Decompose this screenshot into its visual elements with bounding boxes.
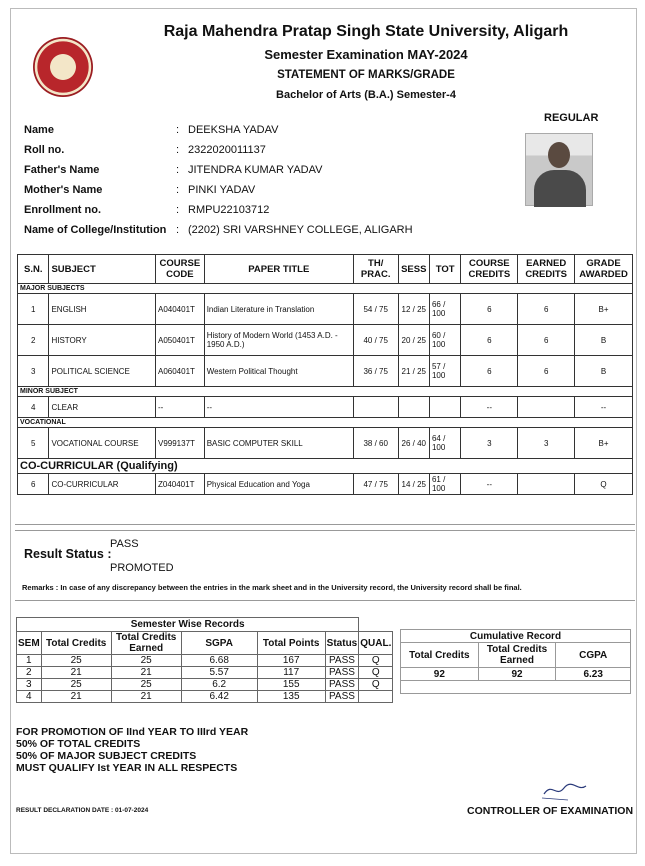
cell-tot — [429, 397, 460, 418]
cell-ec — [518, 397, 575, 418]
table-row — [17, 655, 393, 667]
cell-code: A040401T — [156, 294, 205, 325]
section-cocurricular: CO-CURRICULAR (Qualifying) — [18, 459, 633, 474]
promotion-rules — [16, 726, 248, 774]
cell-cc: -- — [461, 397, 518, 418]
father-value: JITENDRA KUMAR YADAV — [188, 164, 323, 176]
cell: 155 — [257, 679, 325, 691]
cell: 92 — [401, 668, 479, 681]
cell-sess: 12 / 25 — [398, 294, 429, 325]
cell-subject: ENGLISH — [49, 294, 156, 325]
promotion-line: FOR PROMOTION OF IInd YEAR TO IIIrd YEAR — [16, 726, 249, 738]
cell: 6.2 — [181, 679, 257, 691]
cell-sn: 5 — [18, 428, 49, 459]
result-promoted: PROMOTED — [110, 562, 174, 574]
cell-sess: 20 / 25 — [398, 325, 429, 356]
col-header: TOT — [429, 255, 460, 284]
cell-title: History of Modern World (1453 A.D. - 1950 A.D.) — [204, 325, 353, 356]
cell: 21 — [41, 667, 111, 679]
cell-sn: 1 — [18, 294, 49, 325]
colon: : — [176, 164, 180, 176]
table-row — [17, 679, 393, 691]
name-value: DEEKSHA YADAV — [188, 124, 279, 136]
cell: 2 — [17, 667, 42, 679]
table-row — [18, 428, 633, 459]
col-header: COURSE CREDITS — [461, 255, 518, 284]
cell-grade: -- — [575, 397, 633, 418]
cell-title: Western Political Thought — [204, 356, 353, 387]
cell: 4 — [17, 691, 42, 703]
promotion-line: 50% OF TOTAL CREDITS — [16, 738, 141, 750]
col-header: Total Credits Earned — [111, 632, 181, 655]
cell: 21 — [41, 691, 111, 703]
cell-ec: 6 — [518, 325, 575, 356]
cell-title: Indian Literature in Translation — [204, 294, 353, 325]
enrollment-value: RMPU22103712 — [188, 204, 270, 216]
exam-title: Semester Examination MAY-2024 — [264, 47, 468, 62]
col-header: QUAL. — [359, 632, 393, 655]
cell: 21 — [111, 667, 181, 679]
university-name: Raja Mahendra Pratap Singh State University, Aligarh — [163, 23, 569, 40]
roll-label: Roll no. — [24, 144, 65, 156]
cell-ec: 6 — [518, 294, 575, 325]
cell-grade: Q — [575, 474, 633, 495]
table-row — [18, 474, 633, 495]
section-minor: MINOR SUBJECT — [18, 387, 633, 397]
cell-grade: B — [575, 325, 633, 356]
cell-sess: 21 / 25 — [398, 356, 429, 387]
table-header-row — [18, 255, 633, 284]
cell-ec: 3 — [518, 428, 575, 459]
remarks: Remarks : In case of any discrepancy between the entries in the mark sheet and in the University record, the University record shall be final. — [22, 583, 522, 592]
cell: 25 — [41, 655, 111, 667]
cell: Q — [359, 667, 393, 679]
cell-subject: HISTORY — [49, 325, 156, 356]
cell-grade: B — [575, 356, 633, 387]
col-header: SUBJECT — [49, 255, 156, 284]
promotion-line: 50% OF MAJOR SUBJECT CREDITS — [16, 750, 197, 762]
student-photo — [525, 133, 593, 206]
col-header: Total Credits — [401, 643, 479, 668]
col-header: TH/ PRAC. — [353, 255, 398, 284]
col-header: SESS — [398, 255, 429, 284]
cell-tot: 64 / 100 — [429, 428, 460, 459]
result-status-label: Result Status : — [24, 547, 112, 561]
cell: Q — [359, 655, 393, 667]
colon: : — [176, 204, 180, 216]
college-value: (2202) SRI VARSHNEY COLLEGE, ALIGARH — [188, 224, 413, 236]
cell-ec — [518, 474, 575, 495]
cell-th: 40 / 75 — [353, 325, 398, 356]
mother-label: Mother's Name — [24, 184, 103, 196]
cell: 117 — [257, 667, 325, 679]
cell-th: 54 / 75 — [353, 294, 398, 325]
cell-sn: 6 — [18, 474, 49, 495]
marks-table — [17, 254, 633, 495]
cell-cc: 6 — [461, 325, 518, 356]
divider — [15, 530, 635, 531]
section-vocational: VOCATIONAL — [18, 418, 633, 428]
cell-sess: 14 / 25 — [398, 474, 429, 495]
cell-subject: POLITICAL SCIENCE — [49, 356, 156, 387]
cell: 21 — [111, 691, 181, 703]
cell-cc: 6 — [461, 356, 518, 387]
cell-subject: CLEAR — [49, 397, 156, 418]
cell-th — [353, 397, 398, 418]
controller-label: CONTROLLER OF EXAMINATION — [467, 805, 634, 817]
cell: PASS — [325, 691, 359, 703]
col-header: Total Credits Earned — [478, 643, 556, 668]
cell-code: -- — [156, 397, 205, 418]
cell-sess — [398, 397, 429, 418]
semester-records-table — [16, 617, 393, 703]
cell: 3 — [17, 679, 42, 691]
cell-cc: -- — [461, 474, 518, 495]
cell-grade: B+ — [575, 428, 633, 459]
cell-cc: 3 — [461, 428, 518, 459]
university-logo — [33, 37, 93, 97]
cell-code: A060401T — [156, 356, 205, 387]
colon: : — [176, 224, 180, 236]
col-header: PAPER TITLE — [204, 255, 353, 284]
college-label: Name of College/Institution — [24, 224, 167, 236]
cell-subject: CO-CURRICULAR — [49, 474, 156, 495]
cell: 25 — [111, 655, 181, 667]
col-header: COURSE CODE — [156, 255, 205, 284]
cell-title: BASIC COMPUTER SKILL — [204, 428, 353, 459]
cell: 6.68 — [181, 655, 257, 667]
enrollment-label: Enrollment no. — [24, 204, 101, 216]
cell: 92 — [478, 668, 556, 681]
promotion-line: MUST QUALIFY Ist YEAR IN ALL RESPECTS — [16, 762, 238, 774]
cell: 25 — [41, 679, 111, 691]
col-header: Total Points — [257, 632, 325, 655]
col-header: SEM — [17, 632, 42, 655]
colon: : — [176, 124, 180, 136]
mother-value: PINKI YADAV — [188, 184, 256, 196]
cell-code: Z040401T — [156, 474, 205, 495]
cell-tot: 57 / 100 — [429, 356, 460, 387]
statement-title: STATEMENT OF MARKS/GRADE — [277, 69, 455, 81]
cell-code: V999137T — [156, 428, 205, 459]
cell: 1 — [17, 655, 42, 667]
col-header: CGPA — [556, 643, 631, 668]
cell: 6.23 — [556, 668, 631, 681]
colon: : — [176, 184, 180, 196]
divider — [15, 524, 635, 525]
section-major: MAJOR SUBJECTS — [18, 284, 633, 294]
declaration-date: RESULT DECLARATION DATE : 01-07-2024 — [16, 807, 149, 814]
cell: 135 — [257, 691, 325, 703]
status-type: REGULAR — [544, 112, 599, 124]
cell: Q — [359, 679, 393, 691]
cell: 167 — [257, 655, 325, 667]
table-row — [17, 667, 393, 679]
cell: PASS — [325, 667, 359, 679]
cell-sn: 3 — [18, 356, 49, 387]
col-header: Total Credits — [41, 632, 111, 655]
table-row — [18, 294, 633, 325]
cell-tot: 60 / 100 — [429, 325, 460, 356]
cell-code: A050401T — [156, 325, 205, 356]
cell-title: -- — [204, 397, 353, 418]
cell-title: Physical Education and Yoga — [204, 474, 353, 495]
table-row — [18, 325, 633, 356]
result-pass: PASS — [110, 538, 139, 550]
course-title: Bachelor of Arts (B.A.) Semester-4 — [276, 89, 456, 101]
controller-signature — [538, 776, 590, 802]
cell-tot: 66 / 100 — [429, 294, 460, 325]
cell-tot: 61 / 100 — [429, 474, 460, 495]
col-header: S.N. — [18, 255, 49, 284]
divider — [15, 600, 635, 601]
table-row — [18, 356, 633, 387]
cell-th: 36 / 75 — [353, 356, 398, 387]
cell-cc: 6 — [461, 294, 518, 325]
col-header: Status — [325, 632, 359, 655]
father-label: Father's Name — [24, 164, 100, 176]
cell-sess: 26 / 40 — [398, 428, 429, 459]
name-label: Name — [24, 124, 54, 136]
roll-value: 2322020011137 — [188, 144, 266, 156]
col-header: GRADE AWARDED — [575, 255, 633, 284]
table-row — [401, 668, 631, 681]
col-header: SGPA — [181, 632, 257, 655]
cell-sn: 2 — [18, 325, 49, 356]
cell-grade: B+ — [575, 294, 633, 325]
cell-th: 38 / 60 — [353, 428, 398, 459]
col-header: EARNED CREDITS — [518, 255, 575, 284]
table-row — [17, 691, 393, 703]
cumulative-caption: Cumulative Record — [401, 630, 631, 643]
cell-subject: VOCATIONAL COURSE — [49, 428, 156, 459]
cell: 25 — [111, 679, 181, 691]
cell-sn: 4 — [18, 397, 49, 418]
cell-th: 47 / 75 — [353, 474, 398, 495]
cell — [359, 691, 393, 703]
table-row — [18, 397, 633, 418]
colon: : — [176, 144, 180, 156]
semester-records-caption: Semester Wise Records — [17, 618, 359, 632]
cell: PASS — [325, 679, 359, 691]
cell-ec: 6 — [518, 356, 575, 387]
cumulative-record-table — [400, 629, 631, 694]
cell: PASS — [325, 655, 359, 667]
cell: 6.42 — [181, 691, 257, 703]
cell: 5.57 — [181, 667, 257, 679]
